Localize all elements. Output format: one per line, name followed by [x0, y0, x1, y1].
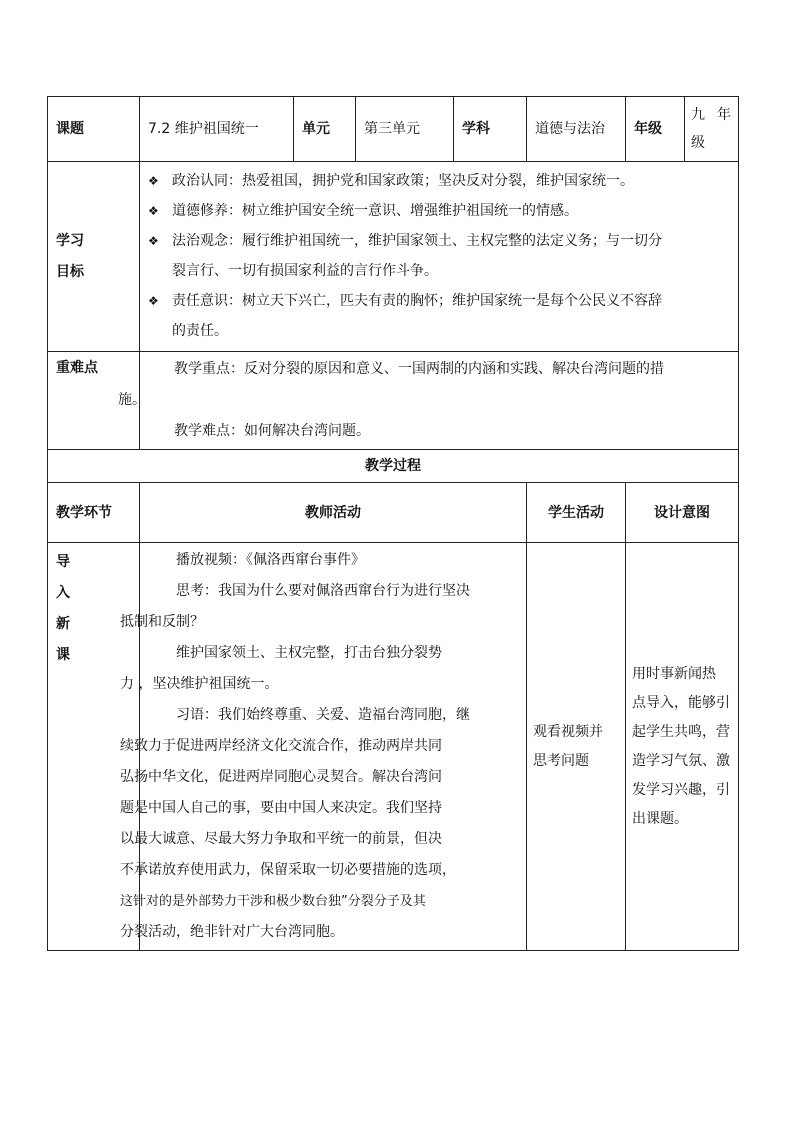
objective-item: ❖ 法治观念：履行维护祖国统一，维护国家领土、主权完整的法定义务；与一切分 裂言行、一切有损国家利益的言行作斗争。	[140, 226, 732, 286]
col-student-header: 学生活动	[527, 483, 626, 543]
unit-label: 单元	[294, 97, 356, 162]
keypoints-row	[48, 352, 739, 450]
process-header-row	[48, 483, 739, 543]
subject-value: 道德与法治	[527, 97, 626, 162]
design-intent: 用时事新闻热 点导入，能够引 起学生共鸣，营 造学习气氛、激 发学习兴趣，引 出课题。	[626, 543, 739, 951]
subject-label: 学科	[454, 97, 527, 162]
diamond-bullet-icon: ❖	[148, 234, 159, 248]
col-design-header: 设计意图	[626, 483, 739, 543]
diamond-bullet-icon: ❖	[148, 174, 159, 188]
difficult-point-paragraph: 教学难点：如何解决台湾问题。	[174, 423, 370, 439]
teacher-paragraph: 思考：我国为什么要对佩洛西窜台行为进行坚决 抵制和反制？	[120, 583, 470, 630]
topic-label: 课题	[48, 97, 140, 162]
key-point-paragraph: 教学重点：反对分裂的原因和意义、一国两制的内涵和实践、解决台湾问题的措 施。	[118, 361, 664, 408]
student-activity: 观看视频并 思考问题	[527, 543, 626, 951]
stage-label: 导 入 新 课	[48, 543, 140, 951]
objectives-label: 学习 目标	[48, 162, 140, 352]
teacher-paragraph: 播放视频：《佩洛西窜台事件》	[176, 552, 365, 568]
grade-label: 年级	[626, 97, 685, 162]
objectives-list	[140, 162, 739, 352]
objectives-row	[48, 162, 739, 352]
keypoints-label: 重难点	[48, 352, 140, 450]
teacher-paragraph: 维护国家领土、主权完整，打击台独分裂势 力 ，坚决维护祖国统一。	[120, 645, 442, 692]
process-content-row	[48, 543, 739, 951]
teacher-activity	[120, 543, 527, 951]
diamond-bullet-icon: ❖	[148, 204, 159, 218]
objective-item: ❖ 道德修养：树立维护国安全统一意识、增强维护祖国统一的情感。	[140, 196, 732, 226]
keypoints-content	[118, 352, 739, 450]
process-title-row	[48, 450, 739, 483]
header-row	[48, 97, 739, 162]
col-stage-header: 教学环节	[48, 483, 140, 543]
teacher-paragraph: 习语：我们始终尊重、关爱、造福台湾同胞，继 续致力于促进两岸经济文化交流合作，推动两岸共同 弘扬中华文化，促进两岸同胞心灵契合。解决台湾问 题是中国人自己的事，要由中国人来决定。我们坚持 以最大诚意、尽最大努力争取和平统一的前景，但决 不承诺放弃使用武力，保留采取一切必要措施的选项， 这针对的是外部势力干涉和极少数台独”分裂分子及其 分裂活动，绝非针对广大台湾同胞。	[120, 707, 470, 940]
col-teacher-header: 教师活动	[140, 483, 527, 543]
objective-item: ❖ 责任意识：树立天下兴亡，匹夫有责的胸怀；维护国家统一是每个公民义不容辞 的责任。	[140, 286, 732, 346]
lesson-plan-table	[47, 96, 739, 951]
process-title: 教学过程	[48, 450, 739, 483]
grade-value: 九 年 级	[685, 97, 739, 162]
topic-value: 7.2 维护祖国统一	[140, 97, 294, 162]
objective-item: ❖ 政治认同：热爱祖国，拥护党和国家政策；坚决反对分裂，维护国家统一。	[140, 166, 732, 196]
unit-value: 第三单元	[356, 97, 454, 162]
diamond-bullet-icon: ❖	[148, 294, 159, 308]
